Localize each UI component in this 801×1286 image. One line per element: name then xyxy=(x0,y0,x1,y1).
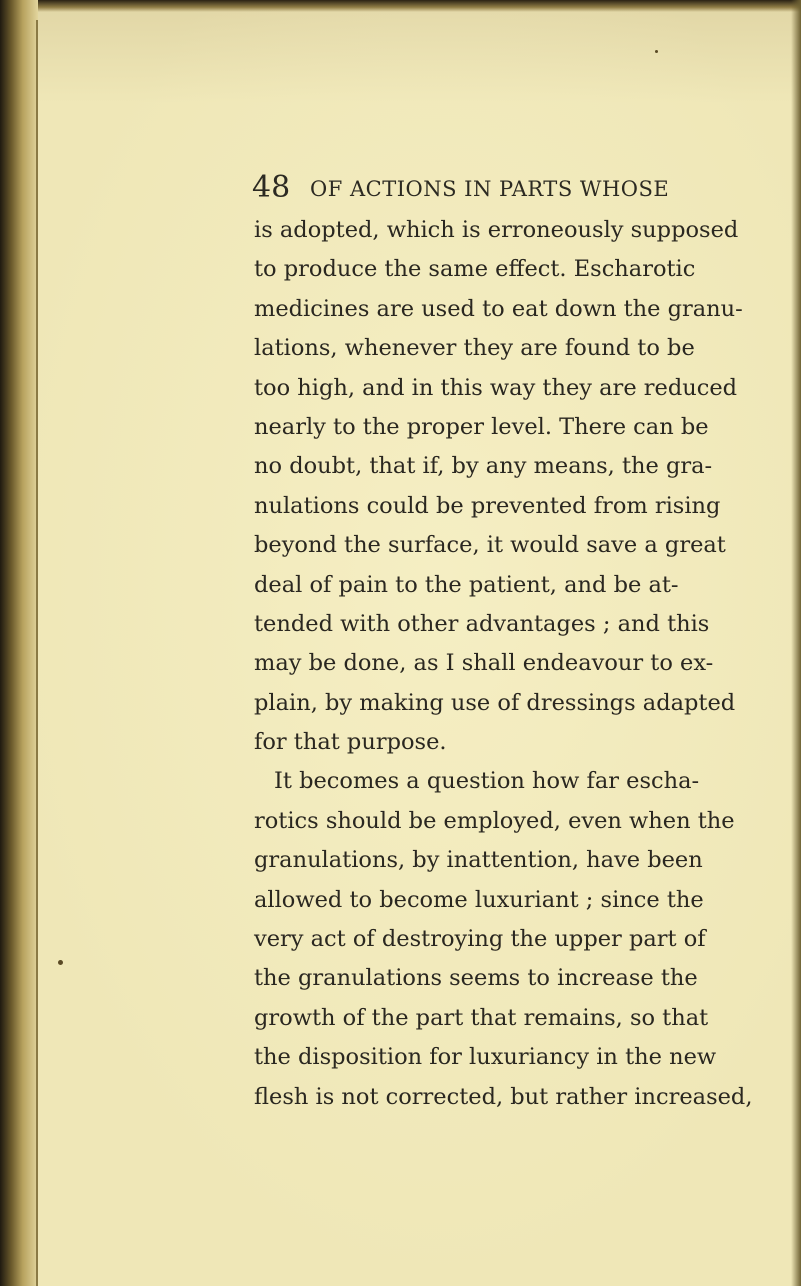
text-line: the granulations seems to increase the xyxy=(254,965,698,992)
text-line: flesh is not corrected, but rather increased, xyxy=(254,1083,753,1110)
text-line: no doubt, that if, by any means, the gra- xyxy=(254,453,713,480)
text-line: granulations, by inattention, have been xyxy=(254,847,703,874)
paper-speck xyxy=(58,960,63,965)
text-line: deal of pain to the patient, and be at- xyxy=(254,571,679,598)
text-line: rotics should be employed, even when the xyxy=(254,807,735,834)
text-line: beyond the surface, it would save a great xyxy=(254,532,726,559)
text-line: tended with other advantages ; and this xyxy=(254,610,710,637)
text-line: nulations could be prevented from rising xyxy=(254,492,721,519)
text-line: lations, whenever they are found to be xyxy=(254,335,695,362)
body-text xyxy=(254,211,801,1117)
running-head-title: OF ACTIONS IN PARTS WHOSE xyxy=(310,177,670,201)
paragraph-first-line: It becomes a question how far escha- xyxy=(274,768,700,795)
text-line: may be done, as I shall endeavour to ex- xyxy=(254,650,714,677)
text-line: very act of destroying the upper part of xyxy=(254,926,706,953)
text-line: nearly to the proper level. There can be xyxy=(254,413,709,440)
gutter-crease xyxy=(36,20,38,1286)
page-number: 48 xyxy=(252,170,291,205)
book-gutter xyxy=(0,0,38,1286)
text-line: plain, by making use of dressings adapted xyxy=(254,689,736,716)
text-line: allowed to become luxuriant ; since the xyxy=(254,886,704,913)
text-line: medicines are used to eat down the granu- xyxy=(254,295,743,322)
paper-speck xyxy=(655,50,658,53)
page-top-edge xyxy=(0,0,801,12)
text-line: to produce the same effect. Escharotic xyxy=(254,256,696,283)
text-line: for that purpose. xyxy=(254,729,447,756)
text-line: is adopted, which is erroneously supposed xyxy=(254,217,739,243)
text-line: the disposition for luxuriancy in the new xyxy=(254,1044,717,1071)
text-line: growth of the part that remains, so that xyxy=(254,1004,709,1031)
running-head xyxy=(252,170,792,210)
text-line: too high, and in this way they are reduced xyxy=(254,374,738,401)
